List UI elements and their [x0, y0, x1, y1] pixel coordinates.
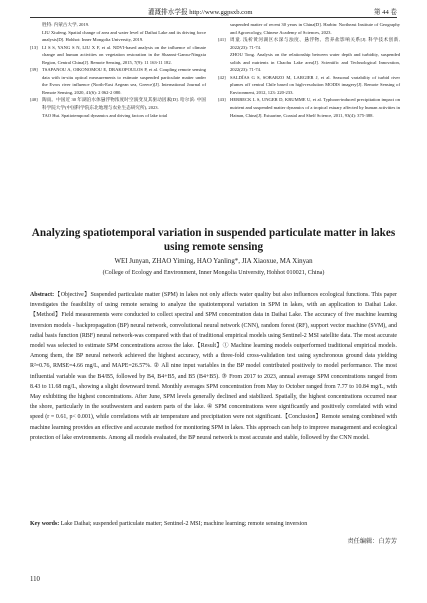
responsible-editor: 责任编辑：白芳芳 [347, 538, 397, 545]
journal-title: 灌溉排水学报 http://www.ggpsxb.com [148, 9, 253, 16]
reference-text: suspended matter of recent 30 years in China[D]. Harbin: Northeast Institute of Geography and Agroecology, Chinese Academy of Sciences, 2023. [230, 22, 400, 35]
reference-number: [39] [30, 67, 38, 73]
reference-text: SALDÍAS G S, SOBARZO M, LARGIER J, et al. Seasonal variability of turbid river plumes off central Chile based on high-resolution MODIS imagery[J]. Remote Sensing of Environment, 2012, 123: 220-233. [230, 74, 400, 95]
reference-item [218, 21, 400, 36]
reference-item [218, 36, 400, 51]
objective-tag: 【Objective】 [54, 292, 91, 298]
keywords [30, 520, 397, 529]
paper-title: Analyzing spatiotemporal variation in suspended particulate matter in lakes using remote sensing [31, 227, 396, 253]
author-list: WEI Junyan, ZHAO Yiming, HAO Yanling*, JIA Xiaoxue, MA Xinyan [114, 258, 313, 265]
method-tag: 【Method】 [30, 312, 62, 319]
reference-item [30, 29, 206, 44]
reference-item [30, 21, 206, 29]
reference-text: TSAPANOU A, OIKONOMOU E, DRAKOPOULOS P, et al. Coupling remote sensing data with in-situ optical measurements to estimate suspended particulate matter under the Evros river influence (North-East Aegean sea, Greece)[J]. International Journal of Remote Sensing, 2020, 41(6): 2 062-2 080. [42, 67, 206, 95]
references-right-column [218, 21, 400, 119]
reference-text: 胜特: 内蒙古大学, 2019. [42, 22, 90, 27]
reference-text: LI S S, YANG S N, LIU X F, et al. NDVI-based analysis on the influence of climate change and human activities on vegetation restoration in the Shaanxi-Gansu-Ningxia Region, Central China[J]. Remote Sensing, 2015, 7(9): 11 163-11 182. [42, 44, 206, 65]
reference-item [30, 112, 206, 120]
abstract [30, 290, 397, 443]
reference-number: [43] [218, 97, 226, 103]
references-section [30, 21, 400, 215]
reference-text: TAO Hui. Spatiotemporal dynamics and driving factors of lake total [42, 112, 168, 118]
reference-item [218, 96, 400, 119]
issue-label: 第 44 卷 [373, 9, 397, 16]
reference-text: LIU Xiufeng. Spatial change of area and water level of Daihai Lake and its driving force analysis[D]. Hohhot: Inner Mongolia University, 2019. [42, 29, 206, 43]
reference-number: [41] [218, 37, 226, 43]
reference-item [30, 66, 206, 96]
result-tag: 【Result】 [194, 343, 223, 350]
reference-number: [40] [30, 97, 38, 103]
reference-item [30, 96, 206, 111]
result-text: ① Machine learning models outperformed traditional empirical models. Among them, the BP neural network achieved the highest accuracy, with a three-fold cross-validation test using synchronous ground data yielding R²=0.76, RMSE=4.66 mg/L, and MAPE=26.57%. ② All nine input variables in the BP model contributed positively to model performance. The most influential variable was the B4/B5, followed by B4, B4+B5, and B5 (B4+B5). ③ From 2017 to 2023, annual average SPM concentrations ranged from 8.43 to 11.68 mg/L, showing a slight downward trend. Monthly averages SPM concentration from May to October ranged from 7.77 to 10.84 mg/L, with May exhibiting the highest concentrations. After June, SPM levels generally declined and stabilized. Spatially, the highest concentrations occurred near the shore, particularly in the southwestern and eastern parts of the lake. ④ SPM concentrations were significantly and positively correlated with wind speed (r = 0.61, p< 0.001), while correlations with air temperature and precipitation were not significant. [30, 343, 397, 421]
conclusion-tag: 【Conclusion】 [281, 414, 322, 421]
reference-text: HERBECK L S, UNGER D, KRUMME U, et al. Typhoon-induced precipitation impact on nutrient and suspended matter dynamics of a tropical estuary affected by human activities in Hainan, China[J]. Estuarine, Coastal and Shelf Science, 2011, 93(4): 375-388. [230, 97, 400, 118]
reference-text: 陶雨。中国近 30 年湖泊水体悬浮物浓度时空演变及其驱动因素[D]. 哈尔滨: 中国科学院大学(中国科学院东北地理与农业生态研究所), 2023. [42, 97, 206, 111]
reference-number: [42] [218, 74, 226, 80]
reference-item [30, 44, 206, 67]
keywords-text: Lake Daihai; suspended particulate matter; Sentinel-2 MSI; machine learning; remote sensing inversion [60, 521, 308, 527]
running-header [30, 5, 397, 18]
affiliation: (College of Ecology and Environment, Inner Mongolia University, Hohhot 010021, China) [102, 270, 325, 276]
method-text: Field measurements were conducted to collect spectral and SPM concentration data in Daihai Lake. The accuracy of five machine learning inversion models - backpropagation (BP) neural network, convolutional neural network (CNN), random forest (RF), support vector machine (SVM), and radial basis function (RBF) neural network-was compared with that of traditional empirical models using Sentinel-2 MSI satellite data. The most accurate model was selected to estimate SPM concentrations across the lake. [30, 312, 397, 350]
reference-item [218, 51, 400, 74]
reference-item [218, 74, 400, 97]
conclusion-text: Remote sensing combined with machine learning provides an effective and accurate method for monitoring SPM in lakes. This approach can help to improve management and ecological protection of lake environments. Among all models evaluated, the BP neural network is most accurate and stable, followed by the CNN model. [30, 414, 397, 441]
reference-text: ZHOU Tong. Analysis on the relationship between water depth and turbidity, suspended solids and nutrients in Chaohu Lake area[J]. Scientific and Technological Innovation, 2022(23): 71-74. [230, 52, 400, 73]
reference-text: 周童. 浅析黄河湖区水深与浊度、悬浮物、营养盐影响关系[J]. 科学技术创新, 2022(23): 71-74. [230, 37, 400, 50]
page-number: 110 [30, 576, 40, 583]
keywords-label: Key words: [30, 521, 60, 527]
reference-number: [13] [30, 44, 38, 50]
references-left-column [30, 21, 206, 119]
objective-text: Suspended particulate matter (SPM) in lakes not only affects water quality but also influences ecological functions. This paper investigates the feasibility of using remote sensing to analyze the spatiotemporal variation in SPM in lakes, with an application to Daihai Lake. [30, 292, 397, 309]
abstract-label: Abstract: [30, 292, 55, 298]
